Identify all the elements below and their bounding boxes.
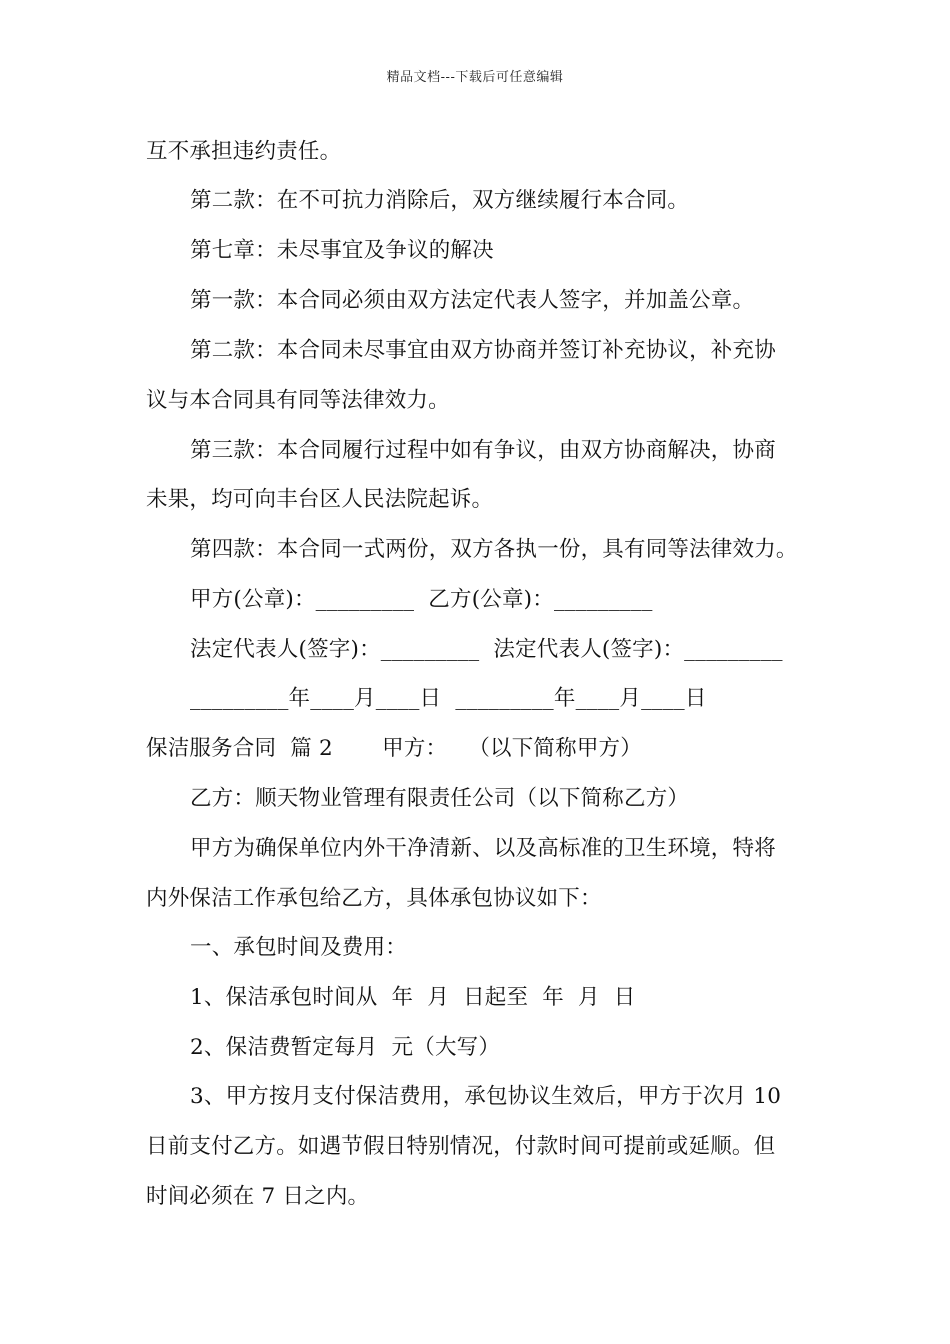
page-header: 精品文档---下载后可任意编辑 — [386, 70, 564, 85]
text-line: 时间必须在 7 日之内。 — [146, 1184, 370, 1209]
text-line: 日前支付乙方。如遇节假日特别情况，付款时间可提前或延顺。但 — [146, 1134, 776, 1159]
text-line: 3、甲方按月支付保洁费用，承包协议生效后，甲方于次月 10 — [190, 1084, 782, 1109]
text-line: 2、保洁费暂定每月 元（大写） — [190, 1035, 501, 1060]
text-line: 乙方：顺天物业管理有限责任公司（以下简称乙方） — [190, 786, 690, 811]
text-line: 议与本合同具有同等法律效力。 — [146, 388, 450, 413]
signature-line-rep: 法定代表人(签字)：_________ 法定代表人(签字)：_________ — [190, 637, 783, 662]
text-line: 1、保洁承包时间从 年 月 日起至 年 月 日 — [190, 985, 636, 1010]
text-line: 第二款：在不可抗力消除后，双方继续履行本合同。 — [190, 188, 690, 213]
text-line: 互不承担违约责任。 — [146, 139, 342, 164]
text-line: 未果，均可向丰台区人民法院起诉。 — [146, 487, 494, 512]
text-line: 内外保洁工作承包给乙方，具体承包协议如下： — [146, 886, 602, 911]
text-line: 甲方为确保单位内外干净清新、以及高标准的卫生环境，特将 — [190, 836, 776, 861]
text-line: 第三款：本合同履行过程中如有争议，由双方协商解决，协商 — [190, 438, 776, 463]
text-line: 第四款：本合同一式两份，双方各执一份，具有同等法律效力。 — [190, 537, 798, 562]
text-line: 第一款：本合同必须由双方法定代表人签字，并加盖公章。 — [190, 288, 755, 313]
text-line: 第七章：未尽事宜及争议的解决 — [190, 238, 494, 263]
text-line: 第二款：本合同未尽事宜由双方协商并签订补充协议，补充协 — [190, 338, 776, 363]
signature-line-seal: 甲方(公章)：_________ 乙方(公章)：_________ — [190, 587, 653, 612]
signature-line-date: _________年____月____日 _________年____月____日 — [190, 686, 707, 711]
section-heading: 保洁服务合同 篇 2 甲方： （以下简称甲方） — [146, 736, 642, 761]
text-line: 一、承包时间及费用： — [190, 935, 408, 960]
